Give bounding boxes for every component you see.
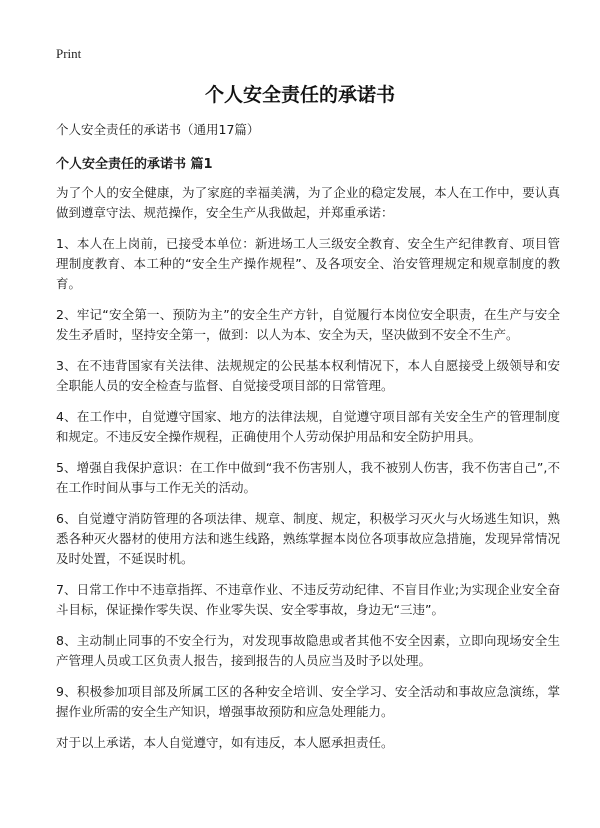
document-subtitle: 个人安全责任的承诺书（通用17篇） bbox=[56, 122, 260, 137]
section-heading: 个人安全责任的承诺书 篇1 bbox=[56, 157, 213, 172]
paragraph-2: 2、牢记“安全第一、预防为主”的安全生产方针，自觉履行本岗位安全职责，在生产与安全发生矛盾时，坚持安全第一，做到：以人为本、安全为天，坚决做到不安全不生产。 bbox=[56, 307, 560, 342]
paragraph-6: 6、自觉遵守消防管理的各项法律、规章、制度、规定，积极学习灭火与火场逃生知识，熟悉各种灭火器材的使用方法和逃生线路，熟练掌握本岗位各项事故应急措施，发现异常情况及时处置，不延误时机。 bbox=[56, 511, 560, 566]
paragraph-9: 9、积极参加项目部及所属工区的各种安全培训、安全学习、安全活动和事故应急演练，掌握作业所需的安全生产知识，增强事故预防和应急处理能力。 bbox=[56, 684, 560, 719]
paragraph-8: 8、主动制止同事的不安全行为，对发现事故隐患或者其他不安全因素，立即向现场安全生产管理人员或工区负责人报告，接到报告的人员应当及时予以处理。 bbox=[56, 633, 560, 668]
paragraph-5: 5、增强自我保护意识：在工作中做到“我不伤害别人，我不被别人伤害，我不伤害自己”,不在工作时间从事与工作无关的活动。 bbox=[56, 460, 560, 495]
paragraph-1: 1、本人在上岗前，已接受本单位：新进场工人三级安全教育、安全生产纪律教育、项目管理制度教育、本工种的“安全生产操作规程”、及各项安全、治安管理规定和规章制度的教育。 bbox=[56, 236, 560, 291]
intro-paragraph: 为了个人的安全健康，为了家庭的幸福美满，为了企业的稳定发展，本人在工作中，要认真做到遵章守法、规范操作，安全生产从我做起，并郑重承诺： bbox=[56, 185, 560, 220]
closing-paragraph: 对于以上承诺，本人自觉遵守，如有违反，本人愿承担责任。 bbox=[56, 735, 394, 750]
document-body bbox=[56, 183, 560, 764]
paragraph-7: 7、日常工作中不违章指挥、不违章作业、不违反劳动纪律、不盲目作业;为实现企业安全奋斗目标，保证操作零失误、作业零失误、安全零事故，身边无“三违”。 bbox=[56, 582, 560, 617]
paragraph-3: 3、在不违背国家有关法律、法规规定的公民基本权利情况下，本人自愿接受上级领导和安全职能人员的安全检查与监督、自觉接受项目部的日常管理。 bbox=[56, 358, 560, 393]
print-label: Print bbox=[56, 46, 82, 61]
paragraph-4: 4、在工作中，自觉遵守国家、地方的法律法规，自觉遵守项目部有关安全生产的管理制度和规定。不违反安全操作规程，正确使用个人劳动保护用品和安全防护用具。 bbox=[56, 409, 560, 444]
document-title: 个人安全责任的承诺书 bbox=[204, 84, 395, 106]
